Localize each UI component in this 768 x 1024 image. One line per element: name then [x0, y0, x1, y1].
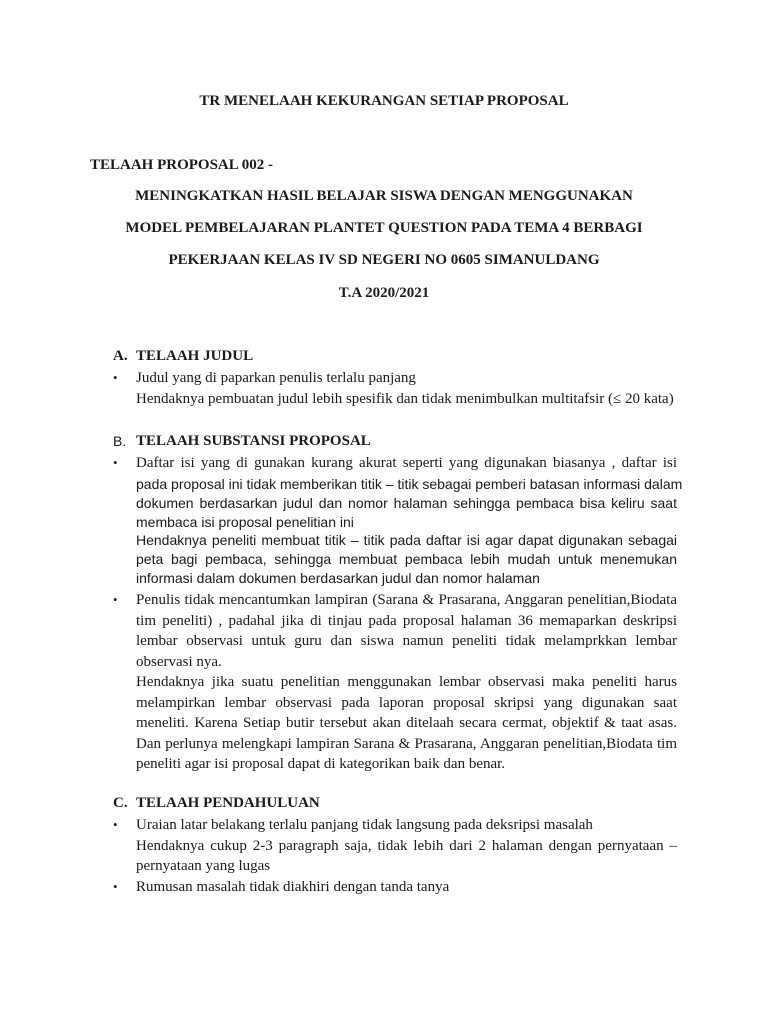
- section-a-item-1-line-1: Judul yang di paparkan penulis terlalu panjang: [136, 370, 416, 386]
- section-a-letter: A.: [113, 348, 128, 364]
- section-b-item-2-line-5: Hendaknya jika suatu penelitian menggunakan lembar observasi maka peneliti harus: [136, 674, 677, 690]
- bullet-icon: •: [113, 370, 118, 385]
- section-b-item-2-line-3: lembar observasi untuk guru dan siswa namun peneliti tidak melamprkkan lembar: [136, 633, 677, 649]
- section-c-heading: TELAAH PENDAHULUAN: [136, 795, 320, 811]
- proposal-title-line-1: MENINGKATKAN HASIL BELAJAR SISWA DENGAN MENGGUNAKAN: [135, 188, 633, 204]
- section-c-item-1-line-2: Hendaknya cukup 2-3 paragraph saja, tidak lebih dari 2 halaman dengan pernyataan –: [136, 838, 677, 854]
- document-title: TR MENELAAH KEKURANGAN SETIAP PROPOSAL: [199, 93, 569, 109]
- section-b-item-1-line-4: membaca isi proposal penelitian ini: [136, 514, 354, 530]
- section-b-item-1-line-3: dokumen berdasarkan judul dan nomor halaman sehingga pembaca bisa keliru saat: [136, 495, 677, 511]
- section-b-item-2-line-1: Penulis tidak mencantumkan lampiran (Sarana & Prasarana, Anggaran penelitian,Biodata: [136, 592, 677, 608]
- section-b-item-1-line-1: Daftar isi yang di gunakan kurang akurat seperti yang digunakan biasanya , daftar isi: [136, 455, 677, 471]
- section-a-heading: TELAAH JUDUL: [136, 348, 254, 364]
- section-a-item-1-line-2: Hendaknya pembuatan judul lebih spesifik dan tidak menimbulkan multitafsir (≤ 20 kata): [136, 391, 674, 407]
- section-c-letter: C.: [113, 795, 128, 811]
- bullet-icon: •: [113, 817, 118, 832]
- bullet-icon: •: [113, 592, 118, 607]
- section-b-item-1-line-2: pada proposal ini tidak memberikan titik – titik sebagai pemberi batasan informasi dalam: [136, 476, 683, 492]
- section-b-letter: B.: [113, 433, 127, 449]
- section-b-item-1-line-6: peta bagi pembaca, sehingga membuat pembaca lebih mudah untuk menemukan: [136, 551, 677, 567]
- bullet-icon: •: [113, 879, 118, 894]
- section-b-item-2-line-8: Dan perlunya melengkapi lampiran Sarana & Prasarana, Anggaran penelitian,Biodata tim: [136, 736, 677, 752]
- section-b-item-2-line-7: meneliti. Karena Setiap butir tersebut akan ditelaah secara cermat, objektif & taat asas.: [136, 715, 677, 731]
- section-b-item-2-line-9: peneliti agar isi proposal dapat di kategorikan baik dan benar.: [136, 756, 506, 772]
- section-c-item-1-line-1: Uraian latar belakang terlalu panjang tidak langsung pada deksripsi masalah: [136, 817, 593, 833]
- section-c-item-1-line-3: pernyataan yang lugas: [136, 858, 271, 874]
- bullet-icon: •: [113, 455, 118, 470]
- section-c-item-2-line-1: Rumusan masalah tidak diakhiri dengan tanda tanya: [136, 879, 450, 895]
- section-b-heading: TELAAH SUBSTANSI PROPOSAL: [136, 433, 371, 449]
- proposal-label: TELAAH PROPOSAL 002 -: [90, 157, 273, 173]
- proposal-title-line-4: T.A 2020/2021: [338, 285, 430, 301]
- section-b-item-1-line-7: informasi dalam dokumen berdasarkan judul dan nomor halaman: [136, 570, 540, 586]
- proposal-title-line-3: PEKERJAAN KELAS IV SD NEGERI NO 0605 SIMANULDANG: [168, 252, 600, 268]
- proposal-title-line-2: MODEL PEMBELAJARAN PLANTET QUESTION PADA TEMA 4 BERBAGI: [125, 220, 643, 236]
- section-b-item-1-line-5: Hendaknya peneliti membuat titik – titik pada daftar isi agar dapat digunakan sebagai: [136, 532, 677, 548]
- section-b-item-2-line-2: tim peneliti) , padahal jika di tinjau pada proposal halaman 36 memaparkan deskripsi: [136, 613, 677, 629]
- section-b-item-2-line-4: observasi nya.: [136, 654, 222, 670]
- section-b-item-2-line-6: melampirkan lembar observasi pada laporan proposal skripsi yang digunakan saat: [136, 695, 677, 711]
